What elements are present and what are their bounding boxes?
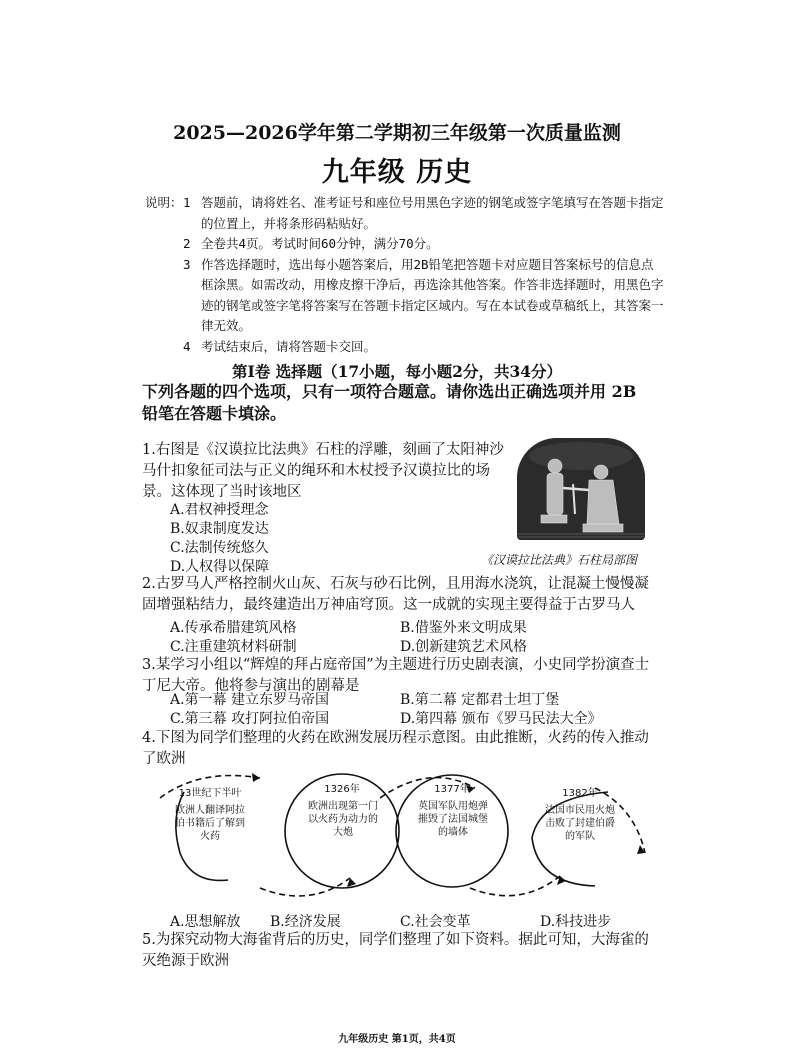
question-4-option-d: D.科技进步 xyxy=(540,914,612,930)
page-footer: 九年级历史 第1页，共4页 xyxy=(338,1034,456,1045)
question-4-option-c: C.社会变革 xyxy=(400,914,471,930)
flow-arrow xyxy=(470,876,560,896)
question-5-stem: 5.为探究动物大海雀背后的历史，同学们整理了如下资料。据此可知，大海雀的灭绝源于欧洲 xyxy=(142,932,649,969)
node-1-year: 13世纪下半叶 xyxy=(178,788,242,799)
exam-title: 2025—2026学年第二学期初三年级第一次质量监测 xyxy=(173,122,621,144)
instructions-label: 说明： xyxy=(145,195,183,210)
question-1-option-d: D.人权得以保障 xyxy=(170,559,270,575)
hammurabi-stele-image xyxy=(517,438,645,540)
question-4-option-b: B.经济发展 xyxy=(270,914,341,930)
gunpowder-flow-diagram xyxy=(140,758,660,908)
instruction-number: 4 xyxy=(183,338,191,354)
question-1-option-b: B.奴隶制度发达 xyxy=(170,521,269,537)
question-1-option-a: A.君权神授理念 xyxy=(170,502,269,518)
instruction-item xyxy=(145,337,665,358)
question-1-stem: 1.右图是《汉谟拉比法典》石柱的浮雕，刻画了太阳神沙马什扣象征司法与正义的绳环和木杖授予汉谟拉比的场景。这体现了当时该地区 xyxy=(142,442,504,500)
subject-title: 九年级 历史 xyxy=(321,157,473,188)
question-2-option-a: A.传承希腊建筑风格 xyxy=(170,620,297,636)
instruction-number: 1 xyxy=(183,195,191,210)
question-3-option-a: A.第一幕 建立东罗马帝国 xyxy=(170,692,330,708)
instructions-block xyxy=(145,193,665,357)
instruction-number: 3 xyxy=(183,256,191,272)
instruction-item xyxy=(145,193,665,234)
instruction-item xyxy=(145,255,665,337)
instruction-text: 答题前，请将姓名、准考证号和座位号用黑色字迹的钢笔或签字笔填写在答题卡指定的位置上，并将条形码粘贴好。 xyxy=(201,195,664,231)
node-3-text: 英国军队用炮弹摧毁了法国城堡的墙体 xyxy=(418,801,488,838)
node-1-box xyxy=(174,804,246,858)
instruction-item xyxy=(145,234,665,255)
question-3-option-c: C.第三幕 攻打阿拉伯帝国 xyxy=(170,711,330,727)
instruction-text: 考试结束后，请将答题卡交回。 xyxy=(201,338,377,354)
question-1-option-c: C.法制传统悠久 xyxy=(170,540,269,556)
question-2-option-c: C.注重建筑材料研制 xyxy=(170,639,297,655)
node-1-text: 欧洲人翻译阿拉伯书籍后了解到火药 xyxy=(175,805,245,842)
question-2-option-b: B.借鉴外来文明成果 xyxy=(400,620,527,636)
question-4-option-a: A.思想解放 xyxy=(170,914,241,930)
question-3-stem: 3.某学习小组以“辉煌的拜占庭帝国”为主题进行历史剧表演，小史同学扮演查士丁尼大帝。他将参与演出的剧幕是 xyxy=(142,657,650,694)
node-4-text: 法国市民用火炮击败了封建伯爵的军队 xyxy=(545,805,615,842)
node-3-box xyxy=(416,800,490,854)
question-4-stem: 4.下图为同学们整理的火药在欧洲发展历程示意图。由此推断，火药的传入推动了欧洲 xyxy=(142,730,649,767)
node-4-year: 1382年 xyxy=(562,788,598,799)
instruction-text: 全卷共4页。考试时间60分钟，满分70分。 xyxy=(201,236,439,251)
node-2-box xyxy=(306,800,380,854)
instruction-text: 作答选择题时，选出每小题答案后，用2B铅笔把答题卡对应题目答案标号的信息点框涂黑。如需改动，用橡皮擦干净后，再选涂其他答案。作答非选择题时，用黑色字迹的钢笔或签字笔将答案写在答题卡指定区域内。写在本试卷或草稿纸上，其答案一律无效。 xyxy=(201,256,664,333)
instruction-number: 2 xyxy=(183,236,191,251)
image-caption: 《汉谟拉比法典》石柱局部图 xyxy=(481,553,638,567)
node-2-text: 欧洲出现第一门以火药为动力的大炮 xyxy=(308,801,378,838)
question-3-option-b: B.第二幕 定都君士坦丁堡 xyxy=(400,692,560,708)
node-2-year: 1326年 xyxy=(324,784,360,795)
section-instruction: 下列各题的四个选项，只有一项符合题意。请你选出正确选项并用 2B 铅笔在答题卡填涂。 xyxy=(142,382,637,423)
question-2-stem: 2.古罗马人严格控制火山灰、石灰与砂石比例，且用海水浇筑，让混凝土慢慢凝固增强粘结力，最终建造出万神庙穹顶。这一成就的实现主要得益于古罗马人 xyxy=(142,576,649,613)
question-2-option-d: D.创新建筑艺术风格 xyxy=(400,639,528,655)
section-heading: 第Ⅰ卷 选择题（17小题，每小题2分，共34分） xyxy=(231,362,563,381)
node-4-box xyxy=(542,804,618,858)
node-3-year: 1377年 xyxy=(434,784,470,795)
question-3-option-d: D.第四幕 颁布《罗马民法大全》 xyxy=(400,711,602,727)
arrowhead-icon xyxy=(252,773,260,782)
